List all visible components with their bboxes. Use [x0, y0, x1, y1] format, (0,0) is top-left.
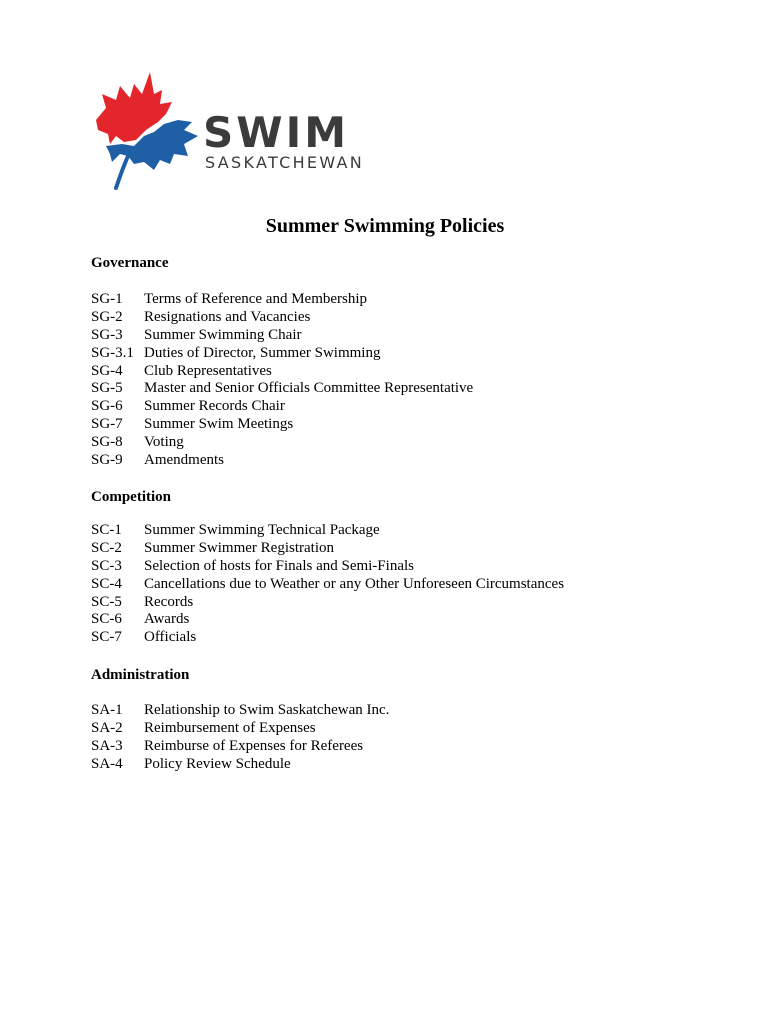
policy-title: Master and Senior Officials Committee Representative [144, 380, 474, 397]
policy-code: SC-6 [91, 611, 122, 628]
list-item [91, 345, 473, 363]
policy-title: Summer Swim Meetings [144, 416, 294, 433]
policy-code: SC-2 [91, 539, 122, 556]
policy-code: SA-1 [91, 702, 123, 718]
swim-saskatchewan-logo [88, 64, 388, 194]
policy-title: Records [144, 593, 194, 610]
policy-code: SA-3 [91, 737, 123, 754]
policy-code: SC-3 [91, 557, 122, 574]
list-item [91, 363, 473, 381]
policy-title: Terms of Reference and Membership [144, 291, 368, 307]
logo-wordmark: SWIM [203, 108, 349, 157]
policy-title: Reimbursement of Expenses [144, 719, 316, 736]
policy-title: Summer Swimming Technical Package [144, 522, 380, 538]
section-heading-competition: Competition [91, 489, 171, 505]
policy-title: Club Representatives [144, 362, 272, 379]
list-item [91, 434, 473, 452]
policy-code: SA-2 [91, 719, 123, 736]
policy-title: Amendments [144, 452, 224, 469]
policy-title: Voting [144, 434, 184, 451]
policy-code: SA-4 [91, 755, 123, 772]
policy-title: Duties of Director, Summer Swimming [144, 344, 381, 361]
list-item [91, 522, 564, 540]
policy-title: Officials [144, 629, 197, 646]
list-item [91, 558, 564, 576]
list-item [91, 756, 389, 774]
policy-code: SG-3 [91, 326, 123, 343]
policy-list-governance [91, 291, 473, 470]
policy-code: SG-5 [91, 380, 123, 397]
policy-code: SG-1 [91, 291, 123, 307]
list-item [91, 540, 564, 558]
section-heading-administration: Administration [91, 667, 190, 683]
list-item [91, 576, 564, 594]
list-item [91, 380, 473, 398]
policy-code: SG-8 [91, 434, 123, 451]
policy-title: Summer Records Chair [144, 398, 285, 415]
policy-list-competition [91, 522, 564, 647]
policy-title: Selection of hosts for Finals and Semi-Finals [144, 557, 414, 574]
policy-code: SC-4 [91, 575, 122, 592]
list-item [91, 594, 564, 612]
policy-title: Summer Swimmer Registration [144, 539, 334, 556]
list-item [91, 611, 564, 629]
policy-code: SC-7 [91, 629, 122, 646]
policy-code: SG-7 [91, 416, 123, 433]
policy-code: SC-5 [91, 593, 122, 610]
policy-title: Resignations and Vacancies [144, 308, 311, 325]
list-item [91, 720, 389, 738]
list-item [91, 629, 564, 647]
policy-list-administration [91, 702, 389, 774]
list-item [91, 416, 473, 434]
policy-code: SG-2 [91, 308, 123, 325]
policy-code: SG-3.1 [91, 344, 134, 361]
policy-title: Cancellations due to Weather or any Other Unforeseen Circumstances [144, 575, 565, 592]
section-heading-governance: Governance [91, 255, 169, 271]
policy-code: SG-6 [91, 398, 123, 415]
policy-code: SG-9 [91, 452, 123, 469]
list-item [91, 291, 473, 309]
list-item [91, 702, 389, 720]
list-item [91, 452, 473, 470]
logo-subtitle: SASKATCHEWAN [205, 153, 365, 172]
policy-title: Policy Review Schedule [144, 755, 291, 772]
policy-title: Awards [144, 611, 190, 628]
list-item [91, 327, 473, 345]
policy-title: Summer Swimming Chair [144, 326, 302, 343]
policy-code: SC-1 [91, 522, 122, 538]
list-item [91, 738, 389, 756]
policy-code: SG-4 [91, 362, 123, 379]
list-item [91, 398, 473, 416]
page-title: Summer Swimming Policies [265, 215, 505, 237]
list-item [91, 309, 473, 327]
policy-title: Reimburse of Expenses for Referees [144, 737, 364, 754]
maple-leaf-icon [88, 64, 218, 194]
policy-title: Relationship to Swim Saskatchewan Inc. [144, 702, 390, 718]
